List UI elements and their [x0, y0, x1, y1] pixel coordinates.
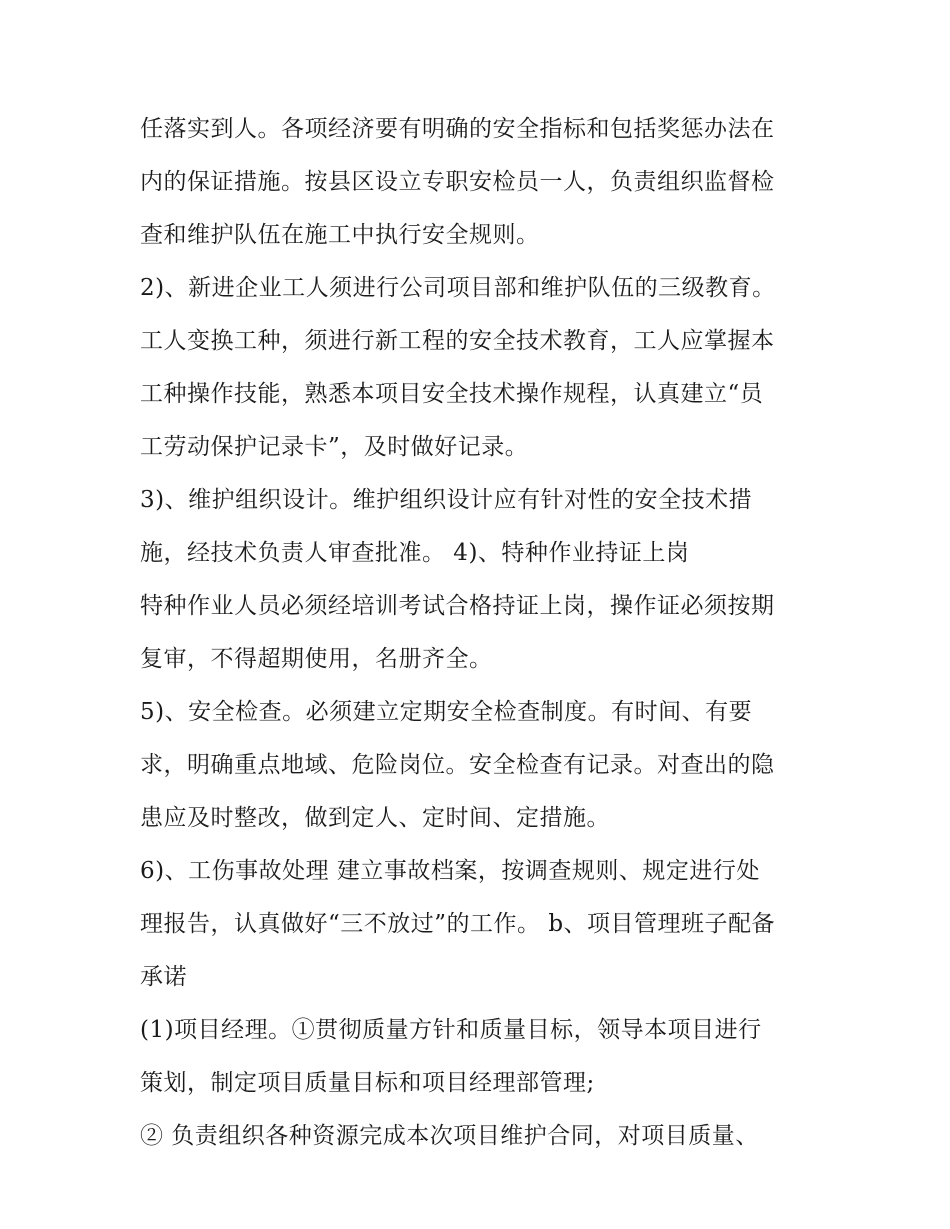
text-line: 患应及时整改，做到定人、定时间、定措施。 — [140, 805, 610, 831]
text-line: 5)、安全检查。必须建立定期安全检查制度。有时间、有要 — [140, 699, 753, 725]
text-line: (1)项目经理。①贯彻质量方针和质量目标，领导本项目进行 — [140, 1017, 762, 1043]
text-line: 承诺 — [140, 964, 187, 990]
text-line: 3)、维护组织设计。维护组织设计应有针对性的安全技术措 — [140, 487, 753, 513]
text-line: 理报告，认真做好“三不放过”的工作。 b、项目管理班子配备 — [140, 911, 776, 937]
text-line: 6)、工伤事故处理 建立事故档案，按调查规则、规定进行处 — [140, 858, 760, 884]
text-line: 复审，不得超期使用，名册齐全。 — [140, 646, 493, 672]
text-line: ② 负责组织各种资源完成本次项目维护合同，对项目质量、 — [140, 1123, 759, 1149]
text-line: 求，明确重点地域、危险岗位。安全检查有记录。对查出的隐 — [140, 752, 775, 778]
text-line: 工劳动保护记录卡”，及时做好记录。 — [140, 434, 529, 460]
document-body — [140, 103, 840, 1163]
text-line: 工种操作技能，熟悉本项目安全技术操作规程，认真建立“员 — [140, 381, 764, 407]
text-line: 内的保证措施。按县区设立专职安检员一人，负责组织监督检 — [140, 169, 775, 195]
text-line: 任落实到人。各项经济要有明确的安全指标和包括奖惩办法在 — [140, 116, 775, 142]
text-line: 查和维护队伍在施工中执行安全规则。 — [140, 222, 540, 248]
text-line: 工人变换工种，须进行新工程的安全技术教育，工人应掌握本 — [140, 328, 775, 354]
text-line: 施，经技术负责人审查批准。 4)、特种作业持证上岗 — [140, 540, 690, 566]
text-line: 特种作业人员必须经培训考试合格持证上岗，操作证必须按期 — [140, 593, 775, 619]
text-line: 策划，制定项目质量目标和项目经理部管理; — [140, 1070, 595, 1096]
text-line: 2)、新进企业工人须进行公司项目部和维护队伍的三级教育。 — [140, 275, 776, 301]
